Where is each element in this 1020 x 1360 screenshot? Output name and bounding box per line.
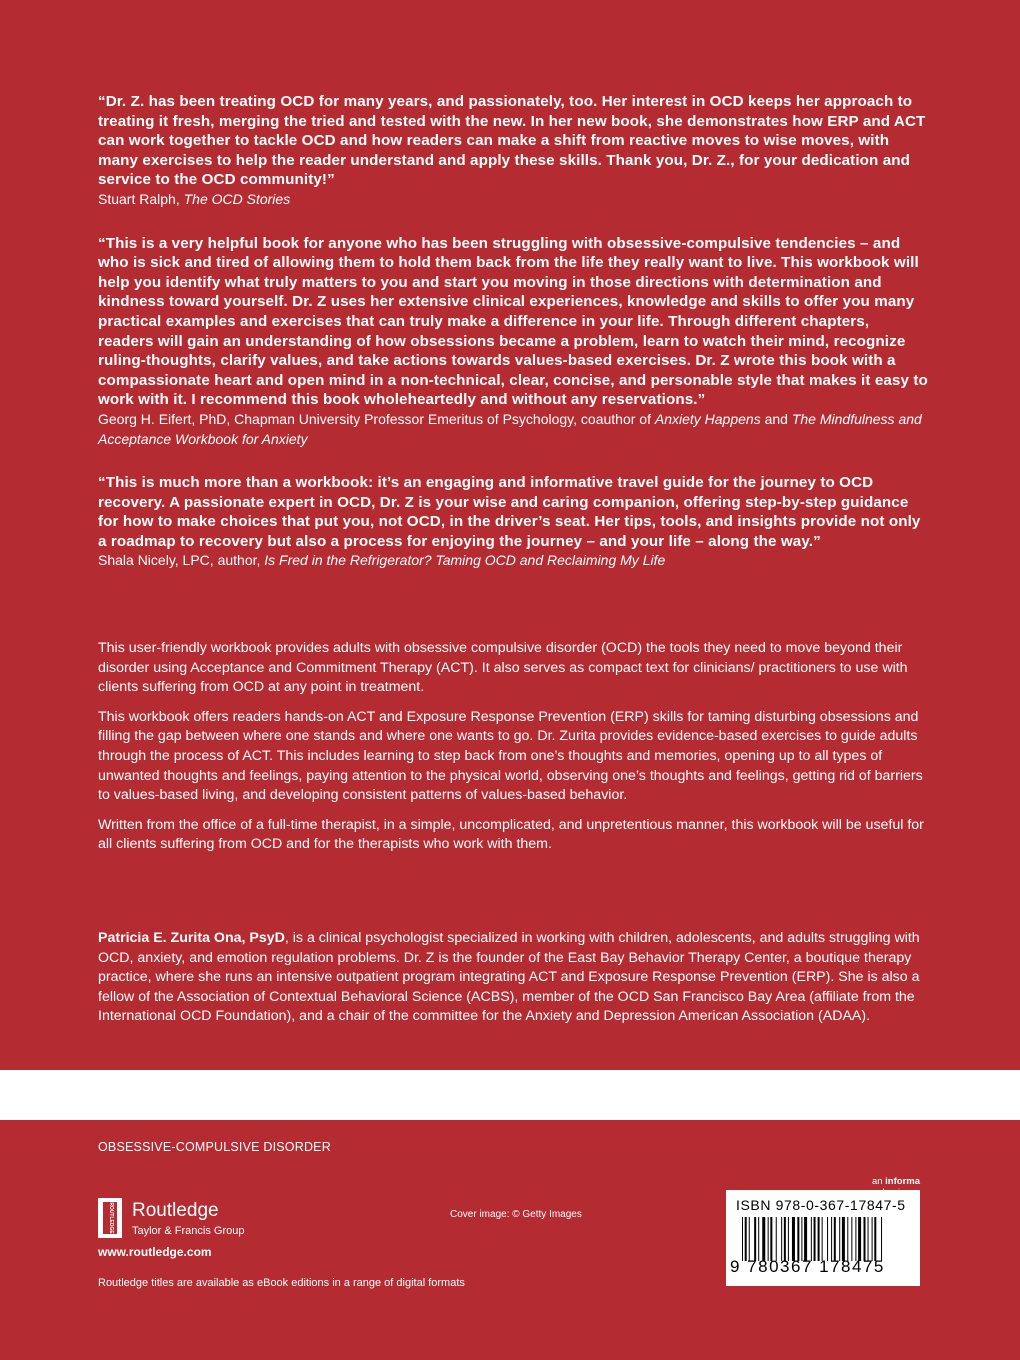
routledge-logo: [98, 1198, 268, 1244]
description-paragraph: This workbook offers readers hands-on ACT and Exposure Response Prevention (ERP) skills for taming disturbing obsessions and filling the gap between where one stands and where one wants to go. Dr. Zurita provides evidence-based exercises to guide adults through the process of ACT. This includes learning to step back from one’s thoughts and memories, opening up to all types of unwanted thoughts and feelings, paying attention to the physical world, observing one’s thoughts and feelings, getting rid of barriers to values-based living, and developing consistent patterns of values-based behavior.: [98, 708, 923, 804]
subject-category: OBSESSIVE-COMPULSIVE DISORDER: [98, 1140, 331, 1154]
endorsement-2: [98, 234, 928, 450]
barcode-bar: [842, 1217, 845, 1261]
barcode-bar: [818, 1217, 820, 1261]
barcode-bar: [781, 1217, 782, 1261]
barcode-bar: [749, 1217, 750, 1261]
barcode-icon: [742, 1217, 906, 1261]
barcode-bar: [881, 1217, 882, 1261]
author-bio: [98, 929, 928, 1027]
endorsement-quote: “This is much more than a workbook: it’s an engaging and informative travel guide for the journey to OCD recovery. A passionate expert in OCD, Dr. Z is your wise and caring companion, offering step-by-step guidance for how to make choices that put you, not OCD, in the driver’s seat. Her tips, tools, and insights provide not only a roadmap to recovery but also a process for enjoying the journey – and your life – along the way.”: [98, 474, 921, 550]
barcode-bar: [834, 1217, 836, 1261]
barcode-bar: [784, 1217, 786, 1261]
endorsement-3: [98, 473, 928, 571]
barcode-bar: [827, 1217, 828, 1261]
book-description: [98, 639, 928, 855]
informa-tagline: an informa: [871, 1176, 920, 1187]
barcode-bar: [770, 1217, 772, 1261]
isbn-barcode: [726, 1190, 920, 1286]
cover-credit: Cover image: © Getty Images: [450, 1209, 582, 1220]
barcode-bar: [754, 1217, 756, 1261]
barcode-bar: [855, 1217, 856, 1261]
barcode-bar: [768, 1217, 769, 1261]
description-paragraph: This user-friendly workbook provides adults with obsessive compulsive disorder (OCD) the tools they need to move beyond their disorder using Acceptance and Commitment Therapy (ACT). It also serves as compact text for clinicians/ practitioners to use with clients suffering from OCD at any point in treatment.: [98, 640, 908, 696]
isbn-number: ISBN 978-0-367-17847-5: [736, 1197, 906, 1213]
endorsements: [98, 92, 928, 571]
barcode-bar: [831, 1217, 832, 1261]
barcode-bar: [839, 1217, 840, 1261]
endorsement-1: [98, 92, 928, 210]
white-band: [0, 1070, 1020, 1120]
author-bio-text: , is a clinical psychologist specialized in working with children, adolescents, and adults struggling with OCD, anxiety, and emotion regulation problems. Dr. Z is the founder of the East Bay Behavior Therapy Center, a boutique therapy practice, where she runs an intensive outpatient program integrating ACT and Exposure Response Prevention (ERP). She is also a fellow of the Association of Contextual Behavioral Science (ACBS), member of the OCD San Francisco Bay Area (affiliate from the International OCD Foundation), and a chair of the committee for the Anxiety and Depression American Association (ADAA).: [98, 930, 920, 1025]
barcode-bar: [745, 1217, 747, 1261]
endorsement-attribution: Shala Nicely, LPC, author, Is Fred in the Refrigerator? Taming OCD and Reclaiming My Life: [98, 552, 666, 569]
barcode-bar: [811, 1217, 812, 1261]
barcode-bar: [762, 1217, 765, 1261]
barcode-bar: [864, 1217, 866, 1261]
barcode-bar: [804, 1217, 807, 1261]
barcode-bar: [797, 1217, 799, 1261]
barcode-bar: [801, 1217, 802, 1261]
barcode-bar: [868, 1217, 869, 1261]
barcode-bar: [788, 1217, 789, 1261]
publisher-website[interactable]: www.routledge.com: [98, 1245, 212, 1259]
barcode-bar: [822, 1217, 823, 1261]
barcode-bar: [792, 1217, 795, 1261]
barcode-bar: [872, 1217, 873, 1261]
barcode-bar: [814, 1217, 816, 1261]
author-name: Patricia E. Zurita Ona, PsyD: [98, 930, 285, 946]
publisher-name: Routledge: [132, 1200, 219, 1221]
publisher-group: Taylor & Francis Group: [132, 1225, 245, 1237]
svg-text:ROUTLEDGE: ROUTLEDGE: [108, 1202, 114, 1234]
barcode-bar: [742, 1217, 743, 1261]
description-paragraph: Written from the office of a full-time therapist, in a simple, uncomplicated, and unpretentious manner, this workbook will be useful for all clients suffering from OCD and for the therapists who work with them.: [98, 816, 924, 853]
endorsement-quote: “Dr. Z. has been treating OCD for many years, and passionately, too. Her interest in OCD keeps her approach to treating it fresh, merging the tried and tested with the new. In her new book, she demonstrates how ERP and ACT can work together to tackle OCD and how readers can make a shift from reactive moves to wise moves, with many exercises to help the reader understand and apply these skills. Thank you, Dr. Z., for your dedication and service to the OCD community!”: [98, 93, 926, 189]
endorsement-quote: “This is a very helpful book for anyone who has been struggling with obsessive-compulsive tendencies – and who is sick and tired of allowing them to hold them back from the life they really want to live. This workbook will help you identify what truly matters to you and start you moving in those directions with determination and kindness toward yourself. Dr. Z uses her extensive clinical experiences, knowledge and skills to offer you many practical examples and exercises that can truly make a difference in your life. Through different chapters, readers will gain an understanding of how obsessions became a problem, learn to watch their mind, recognize ruling-thoughts, clarify values, and take actions towards values-based exercises. Dr. Z wrote this book with a compassionate heart and open mind in a non-technical, clear, concise, and personable style that makes it easy to work with it. I recommend this book wholeheartedly and without any reservations.”: [98, 234, 928, 409]
endorsement-attribution: Georg H. Eifert, PhD, Chapman University Professor Emeritus of Psychology, coauthor of Anxiety Happens and The Mindfulness and Acceptance Workbook for Anxiety: [98, 410, 922, 447]
barcode-bar: [758, 1217, 759, 1261]
barcode-bar: [847, 1217, 848, 1261]
barcode-digits: 9 780367 178475: [730, 1257, 885, 1276]
ebook-note: Routledge titles are available as eBook editions in a range of digital formats: [98, 1277, 465, 1289]
barcode-bar: [851, 1217, 852, 1261]
barcode-bar: [776, 1217, 777, 1261]
barcode-bar: [874, 1217, 876, 1261]
routledge-r-icon: [98, 1198, 122, 1238]
endorsement-attribution: Stuart Ralph, The OCD Stories: [98, 190, 291, 207]
barcode-bar: [858, 1217, 861, 1261]
